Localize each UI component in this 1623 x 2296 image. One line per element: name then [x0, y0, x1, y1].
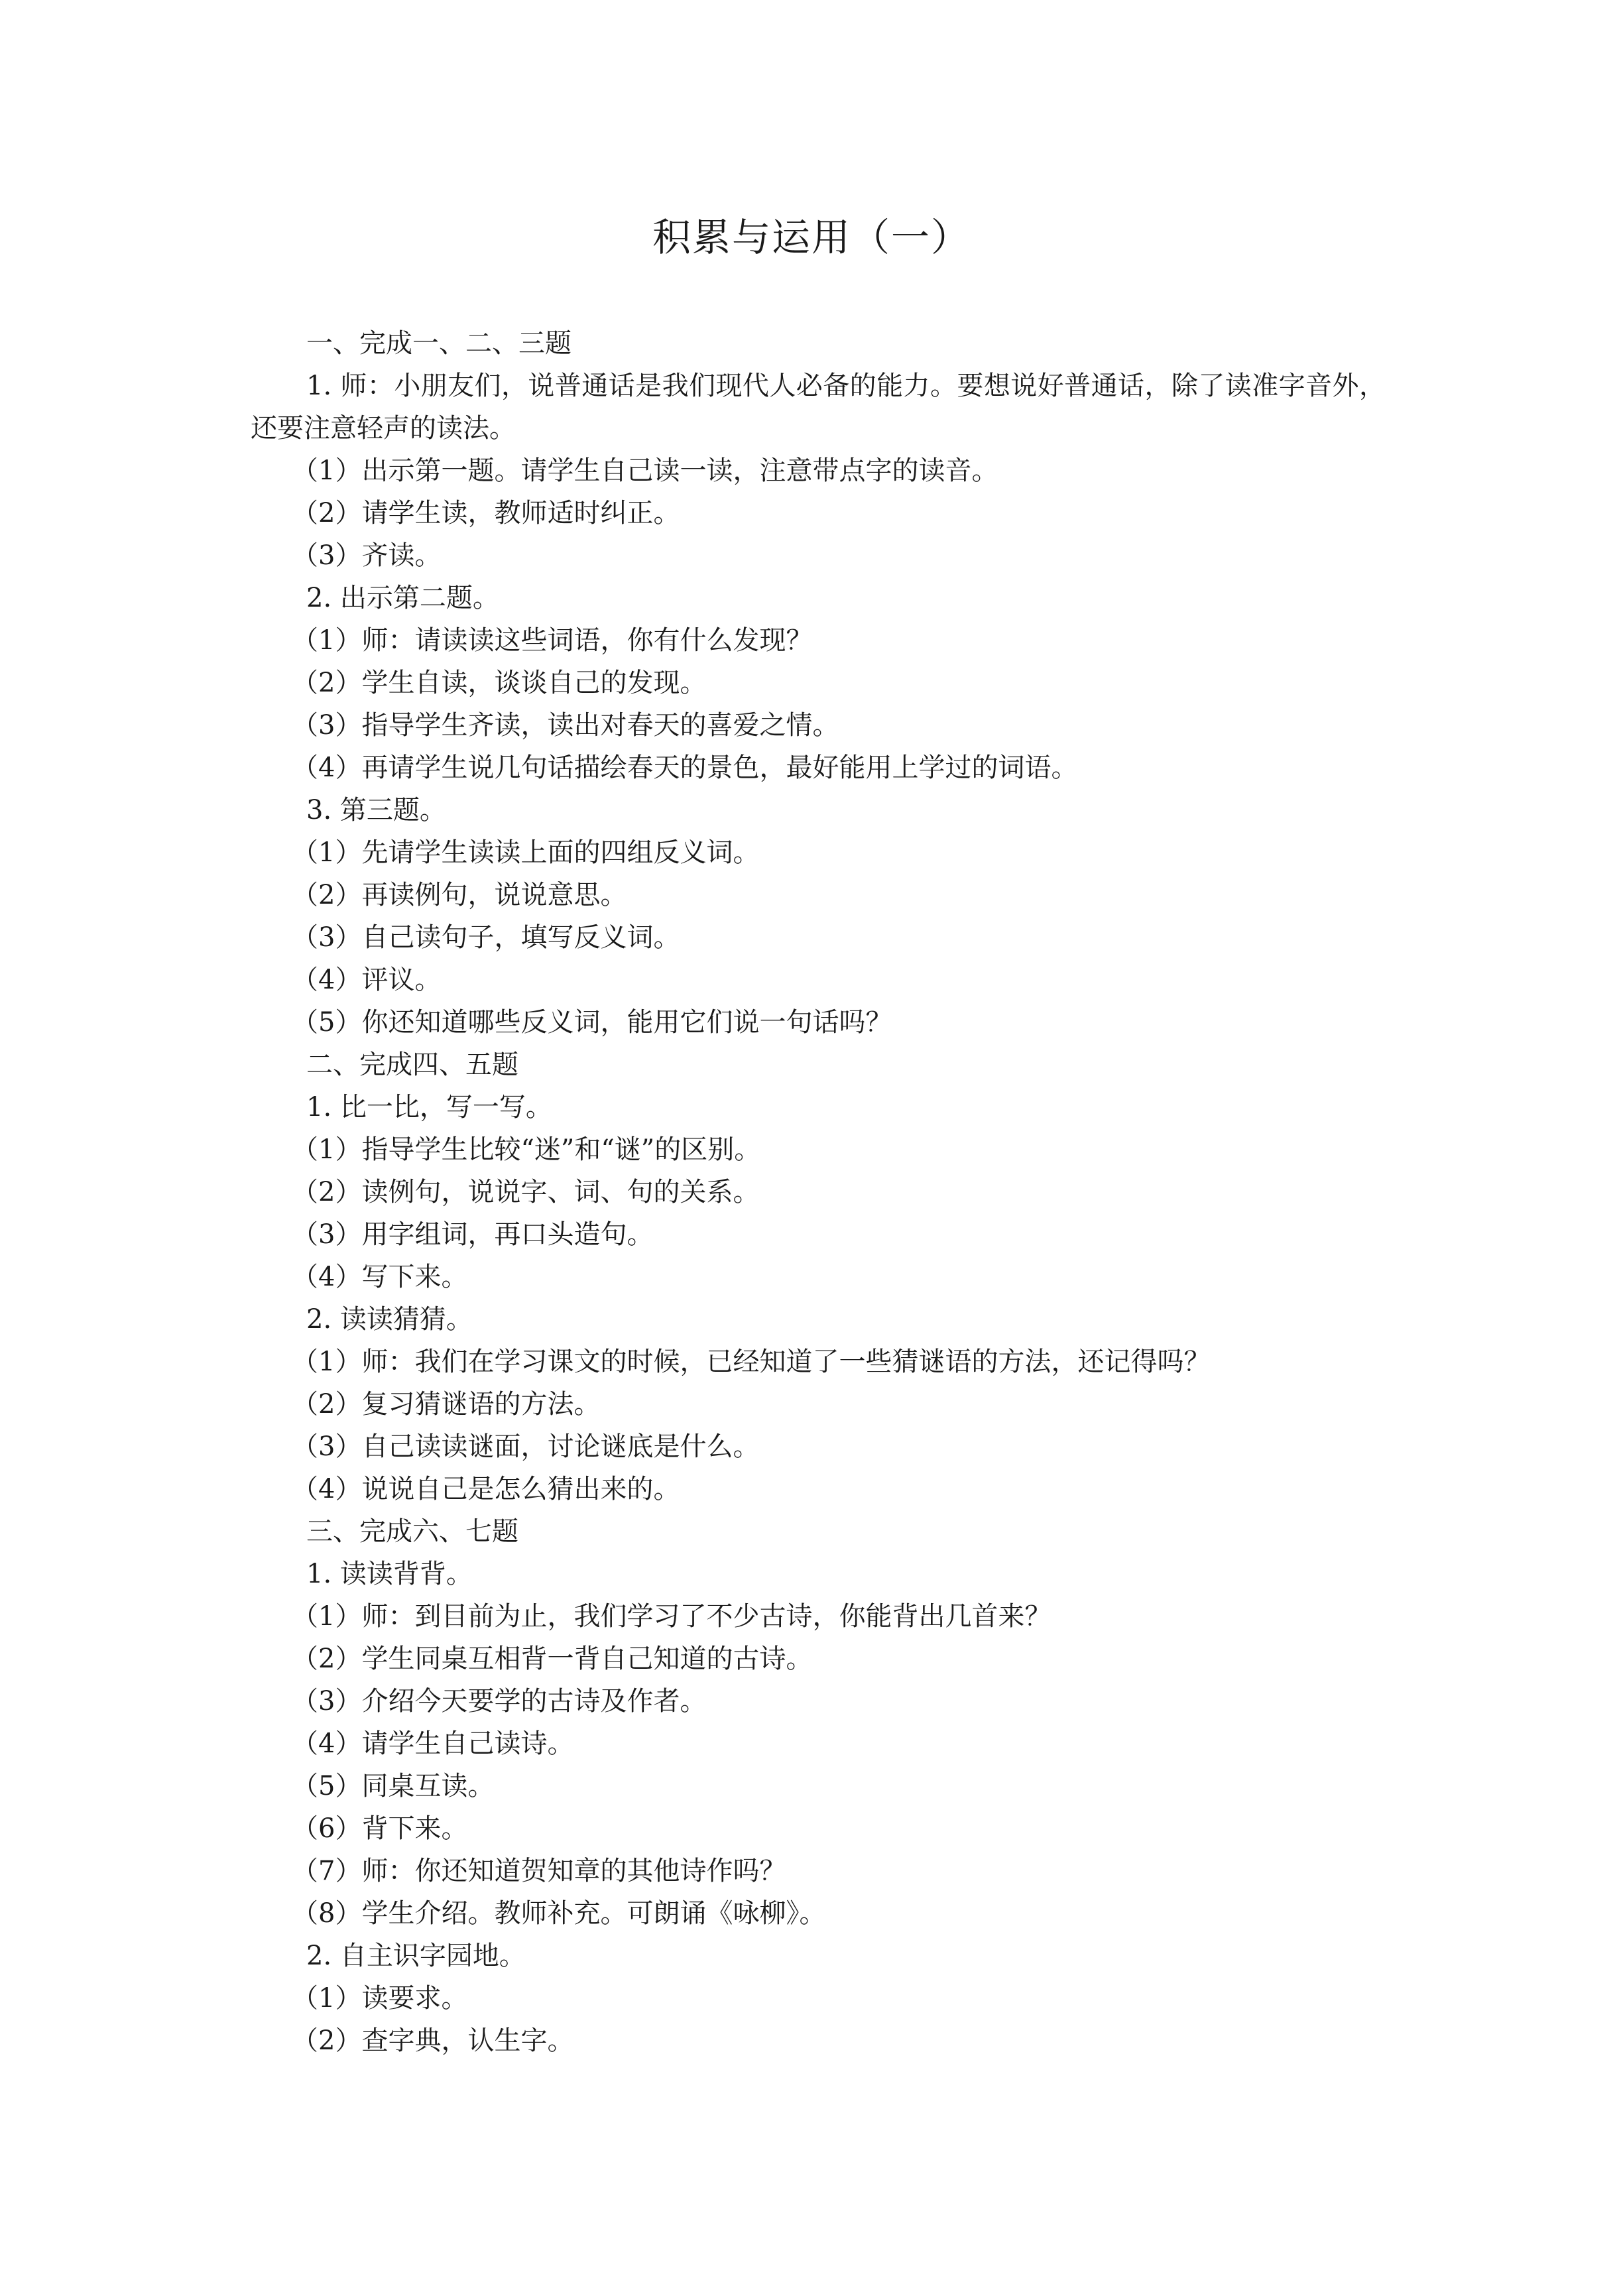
document-body [251, 322, 1386, 2062]
sub-item: （2）学生自读，谈谈自己的发现。 [292, 668, 707, 698]
sub-item: （4）请学生自己读诗。 [292, 1728, 574, 1759]
section-item: 2. 读读猜猜。 [306, 1304, 473, 1335]
sub-item: （3）用字组词，再口头造句。 [292, 1219, 654, 1250]
sub-item: （1）师：我们在学习课文的时候，已经知道了一些猜谜语的方法，还记得吗？ [292, 1347, 1211, 1377]
sub-item: （4）评议。 [292, 965, 442, 995]
sub-item: （2）复习猜谜语的方法。 [292, 1389, 601, 1420]
sub-item: （4）再请学生说几句话描绘春天的景色，最好能用上学过的词语。 [292, 753, 1078, 783]
sub-item: （2）再读例句，说说意思。 [292, 880, 627, 910]
sub-item: （4）说说自己是怎么猜出来的。 [292, 1474, 680, 1504]
sub-item: （1）指导学生比较“迷”和“谜”的区别。 [292, 1134, 761, 1165]
sub-item: （1）读要求。 [292, 1983, 468, 2014]
sub-item: （3）自己读读谜面，讨论谜底是什么。 [292, 1431, 760, 1462]
sub-item: （4）写下来。 [292, 1262, 468, 1292]
sub-item: （7）师：你还知道贺知章的其他诗作吗？ [292, 1856, 786, 1886]
sub-item: （2）请学生读，教师适时纠正。 [292, 498, 680, 528]
sub-item: （1）先请学生读读上面的四组反义词。 [292, 837, 760, 868]
section-item: 一、完成一、二、三题 [306, 328, 571, 359]
sub-item: （3）指导学生齐读，读出对春天的喜爱之情。 [292, 710, 839, 741]
sub-item: （6）背下来。 [292, 1813, 468, 1844]
sub-item: （3）齐读。 [292, 540, 442, 571]
section-item: 2. 出示第二题。 [306, 583, 499, 613]
sub-item: （1）师：到目前为止，我们学习了不少古诗，你能背出几首来？ [292, 1601, 1052, 1632]
sub-item: （2）读例句，说说字、词、句的关系。 [292, 1177, 760, 1207]
section-item: 1. 读读背背。 [306, 1559, 473, 1589]
section-item: 3. 第三题。 [306, 795, 446, 825]
sub-item: （8）学生介绍。教师补充。可朗诵《咏柳》。 [292, 1898, 826, 1929]
section-item: 1. 比一比，写一写。 [306, 1092, 552, 1122]
sub-item: （1）出示第一题。请学生自己读一读，注意带点字的读音。 [292, 455, 998, 486]
sub-item: （3）自己读句子，填写反义词。 [292, 922, 680, 953]
page-title: 积累与运用（一） [652, 215, 971, 260]
sub-item: （2）学生同桌互相背一背自己知道的古诗。 [292, 1644, 813, 1674]
section-item: 2. 自主识字园地。 [306, 1941, 526, 1971]
sub-item: （2）查字典，认生字。 [292, 2025, 574, 2056]
sub-item: （1）师：请读读这些词语，你有什么发现？ [292, 625, 813, 656]
paragraph: 1. 师：小朋友们，说普通话是我们现代人必备的能力。要想说好普通话，除了读准字音外，还要注意轻声的读法。 [251, 371, 1386, 444]
sub-item: （5）同桌互读。 [292, 1771, 495, 1801]
sub-item: （3）介绍今天要学的古诗及作者。 [292, 1686, 707, 1717]
section-item: 二、完成四、五题 [306, 1050, 518, 1080]
sub-item: （5）你还知道哪些反义词，能用它们说一句话吗？ [292, 1007, 892, 1038]
section-item: 三、完成六、七题 [306, 1516, 518, 1547]
